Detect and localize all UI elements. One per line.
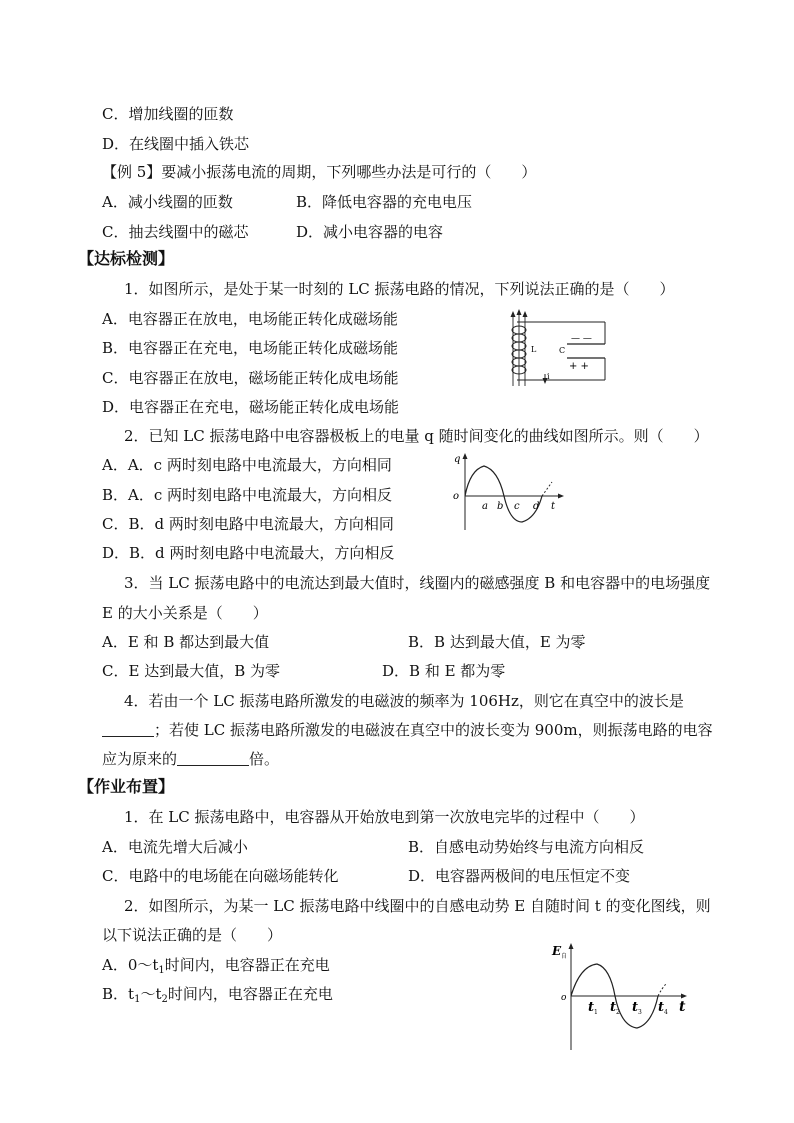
hw-q2-stem-line1: 2．如图所示，为某一 LC 振荡电路中线圈中的自感电动势 E 自随时间 t 的变化图线，则 (124, 897, 711, 915)
test-q4-line3-pre: 应为原来的 (102, 750, 178, 768)
test-q4-line3-post: 倍。 (249, 750, 280, 768)
charge-time-figure (450, 452, 565, 534)
test-q3-stem-line2: E 的大小关系是（ ） (102, 604, 268, 622)
answer-blank-1[interactable] (102, 722, 154, 737)
test-q3-option-a: A．E 和 B 都达到最大值 (102, 633, 270, 651)
test-q4-line2: ；若使 LC 振荡电路所激发的电磁波在真空中的波长变为 900m，则振荡电路的电容 (154, 721, 713, 739)
test-q1-option-a: A．电容器正在放电，电场能正转化成磁场能 (102, 310, 398, 328)
test-q2-option-a: A．A．c 两时刻电路中电流最大，方向相同 (102, 456, 392, 474)
hw-q1-option-c: C．电路中的电场能在向磁场能转化 (102, 867, 339, 885)
test-q1-option-b: B．电容器正在充电，电场能正转化成磁场能 (102, 339, 399, 357)
fig3-label-t4: t (658, 1000, 665, 1015)
test-q2-option-b: B．A．c 两时刻电路中电流最大，方向相反 (102, 486, 393, 504)
example5-option-b: B．降低电容器的充电电压 (296, 193, 473, 211)
answer-blank-2[interactable] (177, 751, 249, 766)
fig1-label-c: C (559, 346, 566, 355)
fig3-label-t1: t (588, 1000, 595, 1015)
test-q2-stem: 2．已知 LC 振荡电路中电容器极板上的电量 q 随时间变化的曲线如图所示。则（ ） (124, 427, 709, 445)
svg-text:4: 4 (664, 1009, 668, 1016)
fig2-label-q: q (454, 454, 461, 465)
test-q4-line3-wrap (102, 749, 279, 769)
test-q4-line1: 4．若由一个 LC 振荡电路所激发的电磁波的频率为 106Hz，则它在真空中的波长是 (124, 692, 684, 710)
test-q3-stem-line1: 3．当 LC 振荡电路中的电流达到最大值时，线圈内的磁感强度 B 和电容器中的电场强度 (124, 574, 711, 592)
test-q3-option-d: D．B 和 E 都为零 (382, 662, 506, 680)
example5-stem: 【例 5】要减小振荡电流的周期，下列哪些办法是可行的（ ） (102, 163, 537, 181)
fig2-label-c: c (514, 501, 520, 512)
hw-q2-option-a: A．$0\sim t_1$时间内，电容器正在充电 (102, 956, 330, 976)
svg-text:2: 2 (616, 1009, 620, 1016)
test-q3-option-b: B．B 达到最大值，E 为零 (408, 633, 586, 651)
section-title-homework: 【作业布置】 (78, 777, 175, 796)
fig3-label-o: o (561, 993, 567, 1003)
test-q2-option-c: C．B．d 两时刻电路中电流最大，方向相同 (102, 515, 394, 533)
fig3-label-t3: t (632, 1000, 639, 1015)
test-q1-option-c: C．电容器正在放电，磁场能正转化成电场能 (102, 369, 399, 387)
option-d: D．在线圈中插入铁芯 (102, 135, 250, 153)
emf-time-figure (548, 938, 698, 1053)
fig2-label-a: a (482, 501, 488, 512)
fig2-label-b: b (497, 501, 504, 512)
test-q4-line2-wrap (102, 720, 713, 740)
fig1-plus: + + (569, 361, 589, 372)
fig3-label-e: E (552, 944, 562, 958)
hw-q2-stem-line2: 以下说法正确的是（ ） (102, 926, 283, 944)
fig2-label-t: t (551, 501, 556, 512)
test-q3-option-c: C．E 达到最大值，B 为零 (102, 662, 280, 680)
hw-q2-option-b: B．$t_1\sim t_2$时间内，电容器正在充电 (102, 985, 333, 1005)
example5-option-d: D．减小电容器的电容 (296, 223, 444, 241)
option-c: C．增加线圈的匝数 (102, 105, 234, 123)
fig1-minus: — — (571, 334, 592, 344)
fig3-label-t: t (679, 999, 686, 1015)
fig1-label-i: i (547, 372, 550, 381)
svg-text:1: 1 (594, 1009, 598, 1016)
fig3-label-e-sub: 自 (561, 953, 568, 960)
fig3-label-t2: t (610, 1000, 617, 1015)
hw-q1-option-d: D．电容器两极间的电压恒定不变 (408, 867, 631, 885)
svg-text:3: 3 (638, 1009, 642, 1016)
section-title-test: 【达标检测】 (78, 249, 175, 268)
hw-q1-option-b: B．自感电动势始终与电流方向相反 (408, 838, 645, 856)
hw-q1-option-a: A．电流先增大后减小 (102, 838, 248, 856)
lc-circuit-figure (505, 310, 610, 388)
fig1-label-l: L (531, 345, 537, 354)
example5-option-c: C．抽去线圈中的磁芯 (102, 223, 249, 241)
fig2-label-d: d (533, 501, 540, 512)
fig2-label-o: o (453, 491, 460, 502)
test-q1-option-d: D．电容器正在充电，磁场能正转化成电场能 (102, 398, 400, 416)
example5-option-a: A．减小线圈的匝数 (102, 193, 233, 211)
hw-q1-stem: 1．在 LC 振荡电路中，电容器从开始放电到第一次放电完毕的过程中（ ） (124, 808, 645, 826)
test-q2-option-d: D．B．d 两时刻电路中电流最大，方向相反 (102, 544, 395, 562)
test-q1-stem: 1．如图所示，是处于某一时刻的 LC 振荡电路的情况，下列说法正确的是（ ） (124, 280, 675, 298)
